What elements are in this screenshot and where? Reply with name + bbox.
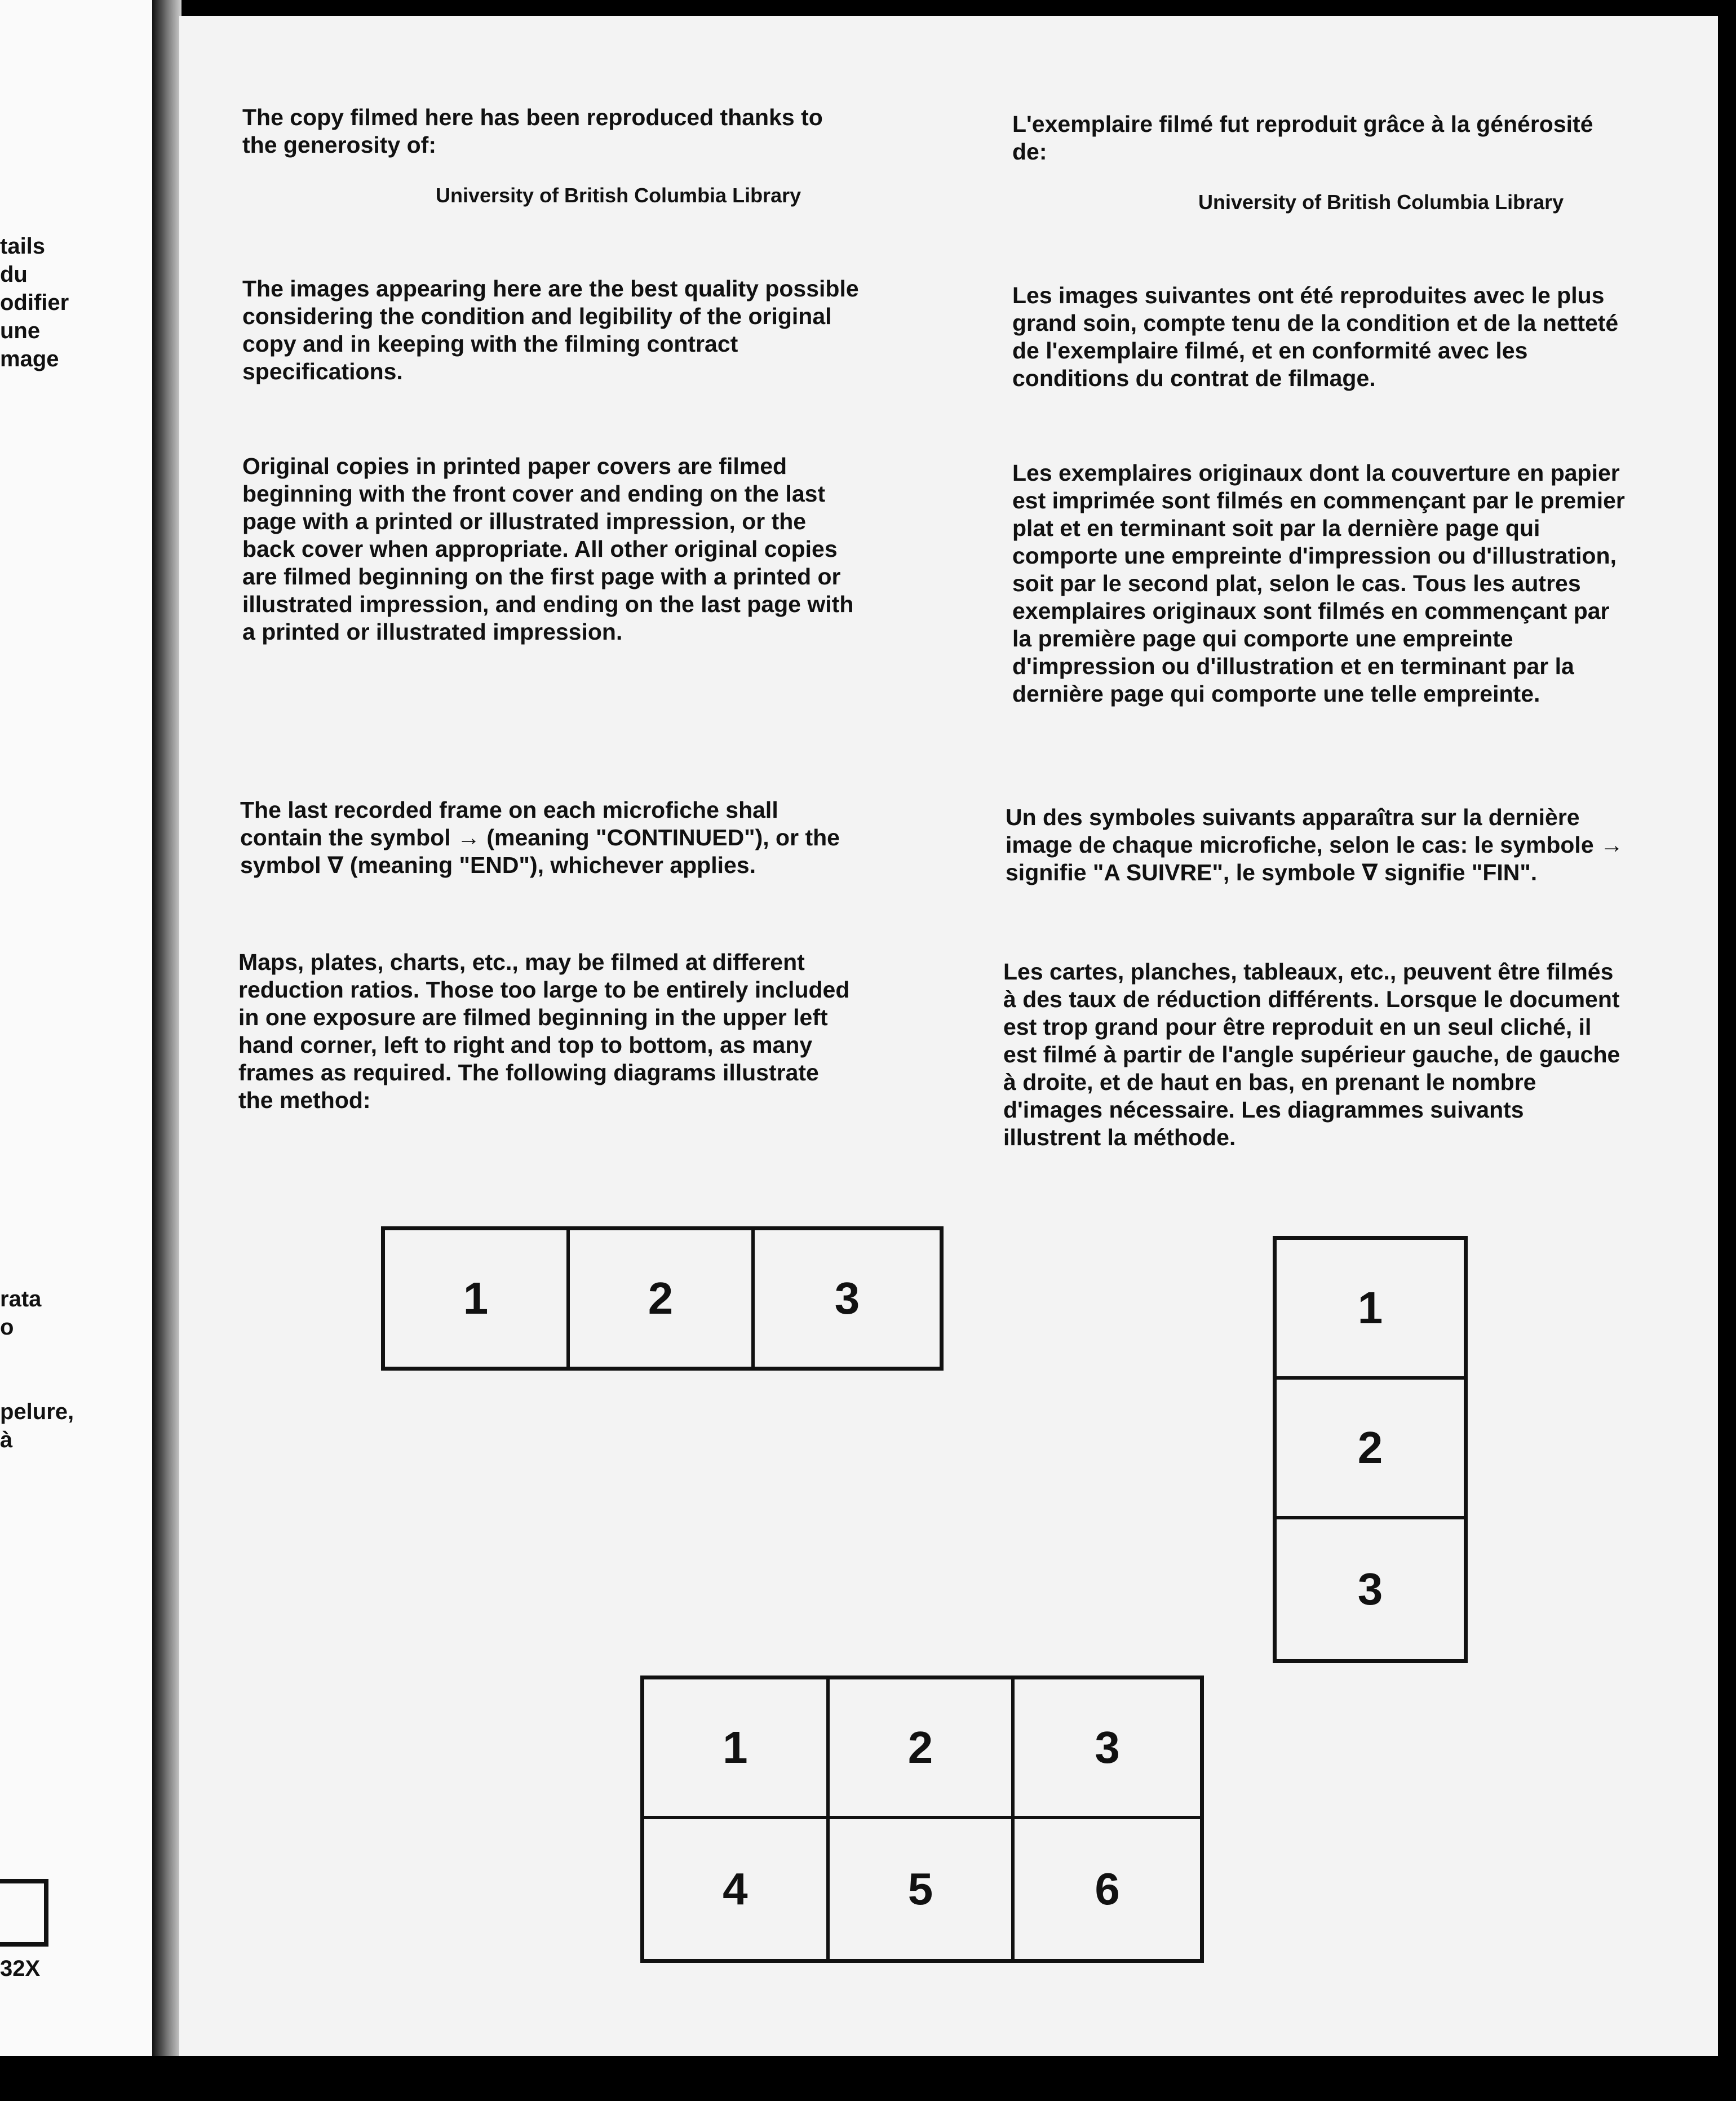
fragment-text: à bbox=[0, 1428, 13, 1452]
english-intro: The copy filmed here has been reproduced thanks to the generosity of: bbox=[242, 104, 823, 158]
fragment-text: une bbox=[0, 318, 41, 343]
diagram-frame-number: 1 bbox=[644, 1679, 830, 1819]
fragment-text: 32X bbox=[0, 1956, 41, 1981]
english-symbols-paragraph: The last recorded frame on each microfiche shall contain the symbol → (meaning "CONTINUED"), or the symbol ∇ (meaning "END"), whichever applies. bbox=[240, 797, 840, 878]
french-maps-paragraph: Les cartes, planches, tableaux, etc., peuvent être filmés à des taux de réduction différents. Lorsque le document est trop grand pour être reproduit en un seul cliché, il est filmé à partir de l'angle supérieur gauche, de gauche à droite, et de haut en bas, en prenant le nombre d'images nécessaire. Les diagrammes suivants illustrent la méthode. bbox=[1003, 959, 1620, 1150]
fragment-text: rata bbox=[0, 1287, 42, 1311]
diagram-frame-number: 3 bbox=[1015, 1679, 1200, 1819]
fragment-text: pelure, bbox=[0, 1399, 74, 1424]
diagram-frame-number: 2 bbox=[1277, 1380, 1464, 1519]
diagram-frame-number: 3 bbox=[1357, 1564, 1383, 1614]
diagram-frame-number: 2 bbox=[570, 1230, 755, 1367]
book-spine-shadow bbox=[152, 0, 181, 2101]
fragment-text: mage bbox=[0, 347, 59, 371]
french-quality-paragraph: Les images suivantes ont été reproduites avec le plus grand soin, compte tenu de la condition et de la netteté de l'exemplaire filmé, et en conformité avec les conditions du contrat de filmage. bbox=[1012, 282, 1619, 391]
diagram-vertical bbox=[1273, 1236, 1468, 1663]
diagram-frame-number: 4 bbox=[644, 1819, 830, 1959]
diagram-grid bbox=[640, 1676, 1204, 1963]
previous-page-box bbox=[0, 1879, 48, 1947]
diagram-frame-number: 1 bbox=[385, 1230, 570, 1367]
diagram-frame-number: 2 bbox=[830, 1679, 1015, 1819]
english-quality-paragraph: The images appearing here are the best quality possible considering the condition and legibility of the original copy and in keeping with the filming contract specifications. bbox=[242, 276, 859, 384]
english-maps-paragraph: Maps, plates, charts, etc., may be filmed at different reduction ratios. Those too large to be entirely included in one exposure are filmed beginning in the upper left hand corner, left to right and top to bottom, as many frames as required. The following diagrams illustrate the method: bbox=[238, 949, 850, 1113]
scan-bottom-border bbox=[0, 2056, 1736, 2101]
diagram-frame-number: 3 bbox=[834, 1273, 860, 1323]
diagram-frame-number: 6 bbox=[1095, 1864, 1120, 1914]
english-covers-paragraph: Original copies in printed paper covers are filmed beginning with the front cover and ending on the last page with a printed or illustrated impression, or the back cover when appropriate. All other original copies are filmed beginning on the first page with a printed or illustrated impression, and ending on the last page with a printed or illustrated impression. bbox=[242, 453, 854, 645]
fragment-text: du bbox=[0, 262, 28, 287]
french-symbols-paragraph: Un des symboles suivants apparaîtra sur la dernière image de chaque microfiche, selon le cas: le symbole → signifie "A SUIVRE", le symbole ∇ signifie "FIN". bbox=[1006, 804, 1624, 885]
english-library-name: University of British Columbia Library bbox=[436, 184, 801, 207]
french-intro: L'exemplaire filmé fut reproduit grâce à la générosité de: bbox=[1012, 111, 1593, 165]
fragment-text: tails bbox=[0, 234, 46, 259]
previous-page-edge bbox=[0, 0, 163, 2101]
french-covers-paragraph: Les exemplaires originaux dont la couverture en papier est imprimée sont filmés en commençant par le premier plat et en terminant soit par la dernière page qui comporte une empreinte d'impression ou d'illustration, soit par le second plat, selon le cas. Tous les autres exemplaires originaux sont filmés en commençant par la première page qui comporte une empreinte d'impression ou d'illustration et en terminant par la dernière page qui comporte une telle empreinte. bbox=[1012, 460, 1625, 707]
fragment-text: odifier bbox=[0, 290, 69, 315]
diagram-frame-number: 1 bbox=[1277, 1240, 1464, 1380]
fragment-text: o bbox=[0, 1315, 14, 1340]
diagram-horizontal bbox=[381, 1226, 944, 1371]
diagram-frame-number: 5 bbox=[830, 1819, 1015, 1959]
french-library-name: University of British Columbia Library bbox=[1198, 190, 1564, 214]
document-page bbox=[179, 16, 1718, 2056]
